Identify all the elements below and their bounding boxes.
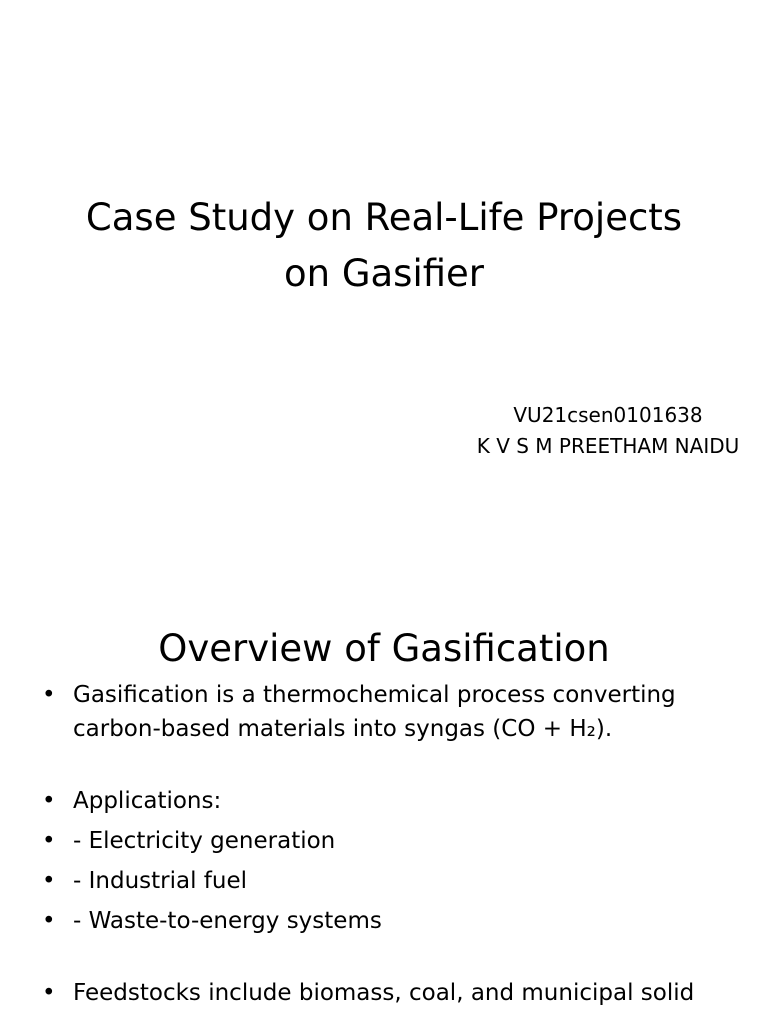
bullet-icon: •: [42, 828, 56, 854]
bullet-icon: •: [42, 788, 56, 814]
list-item: [0, 976, 768, 1010]
list-item: [0, 678, 768, 746]
overview-title: Overview of Gasification: [158, 627, 610, 670]
bullet-text: Gasification is a thermochemical process converting: [73, 682, 676, 708]
bullet-icon: •: [42, 980, 56, 1006]
student-id: VU21csen0101638: [513, 403, 703, 427]
slide-title: [40, 190, 728, 302]
bullet-icon: •: [42, 682, 56, 708]
bullet-icon: •: [42, 868, 56, 894]
bullet-list: [0, 678, 768, 1010]
overview-slide: [0, 576, 768, 1024]
title-line-1: Case Study on Real-Life Projects: [85, 196, 683, 239]
list-item: [0, 784, 768, 818]
bullet-text: - Electricity generation: [73, 828, 336, 854]
bullet-icon: •: [42, 908, 56, 934]
title-line-2: on Gasifier: [283, 252, 485, 295]
list-item: [0, 904, 768, 938]
bullet-text: Applications:: [73, 788, 222, 814]
bullet-text: Feedstocks include biomass, coal, and municipal solid: [73, 980, 695, 1006]
student-name: K V S M PREETHAM NAIDU: [476, 434, 740, 458]
list-item: [0, 864, 768, 898]
bullet-text: - Industrial fuel: [73, 868, 248, 894]
slide-subtitle: [440, 400, 768, 462]
bullet-text: - Waste-to-energy systems: [73, 908, 382, 934]
bullet-text: carbon-based materials into syngas (CO + H₂).: [73, 716, 613, 742]
list-item: [0, 824, 768, 858]
